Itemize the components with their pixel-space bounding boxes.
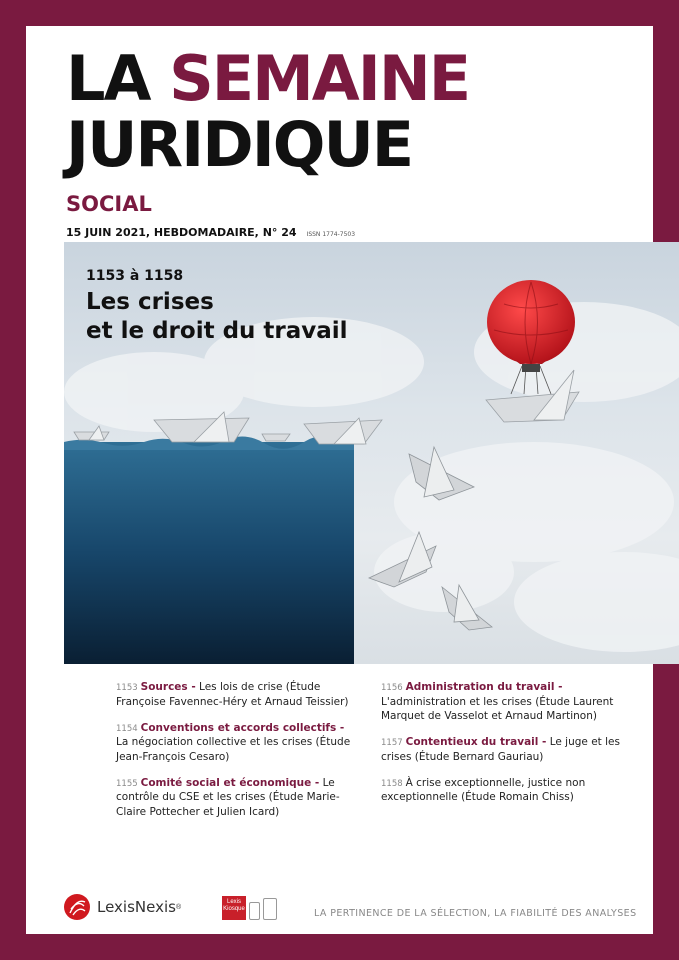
phone-icon	[249, 902, 260, 920]
item-number: 1154	[116, 723, 138, 734]
cover-headline-line-1: Les crises	[86, 289, 214, 315]
sea	[64, 442, 354, 664]
kiosque-line-1: Lexis	[226, 899, 241, 905]
registered-mark: ®	[175, 903, 182, 911]
summary-item[interactable]	[116, 776, 352, 819]
item-text: La négociation collective et les crises (Étude Jean-François Cesaro)	[116, 736, 351, 763]
summary-right-column	[381, 680, 621, 817]
item-heading: Administration du travail -	[405, 681, 563, 693]
item-text: Le contrôle du CSE et les crises (Étude Marie-Claire Pottecher et Julien Icard)	[116, 776, 340, 818]
publisher-name: LexisNexis	[97, 898, 176, 916]
summary-item[interactable]	[116, 721, 352, 764]
kiosque-badge	[222, 896, 246, 920]
cover-article-numbers: 1153 à 1158	[86, 268, 184, 284]
masthead-line-1	[66, 42, 470, 115]
summary-item[interactable]	[381, 735, 621, 764]
issn: ISSN 1774-7503	[306, 231, 356, 238]
item-heading: Sources -	[140, 681, 196, 693]
item-number: 1156	[381, 683, 403, 693]
summary-item[interactable]	[116, 680, 352, 709]
tagline: LA PERTINENCE DE LA SÉLECTION, LA FIABILITÉ DES ANALYSES	[314, 908, 637, 919]
item-heading: Comité social et économique -	[140, 776, 320, 789]
item-text: Les lois de crise (Étude Françoise Favennec-Héry et Arnaud Teissier)	[116, 681, 349, 708]
item-heading: Conventions et accords collectifs -	[140, 721, 345, 734]
cover-headline-line-2: et le droit du travail	[86, 317, 348, 344]
cover-illustration	[64, 242, 679, 664]
summary-item[interactable]	[381, 776, 621, 805]
summary-left-column	[116, 680, 352, 831]
lexisnexis-icon	[64, 894, 90, 920]
masthead-semaine: SEMAINE	[169, 42, 470, 115]
kiosque-line-2: Kiosque	[223, 905, 245, 912]
item-text: À crise exceptionnelle, justice non exceptionnelle (Étude Romain Chiss)	[381, 776, 586, 804]
masthead-la: LA	[66, 42, 170, 115]
summary-item[interactable]	[381, 680, 621, 723]
lexis-kiosque-logo[interactable]	[222, 896, 277, 920]
tablet-icon	[263, 898, 277, 920]
lexisnexis-logo[interactable]	[64, 894, 181, 920]
masthead-line-2: JURIDIQUE	[66, 108, 413, 181]
item-number: 1158	[381, 778, 403, 789]
issue-info	[66, 226, 355, 239]
footer	[0, 870, 679, 930]
item-text: L'administration et les crises (Étude Laurent Marquet de Vasselot et Arnaud Martinon)	[381, 695, 614, 722]
item-text: Le juge et les crises (Étude Bernard Gauriau)	[381, 736, 620, 763]
issue-date: 15 JUIN 2021, HEBDOMADAIRE, N° 24	[66, 226, 297, 239]
item-number: 1155	[116, 778, 138, 789]
item-number: 1157	[381, 738, 403, 749]
cover-headline	[86, 288, 348, 346]
rubric-label: SOCIAL	[66, 192, 152, 216]
item-heading: Contentieux du travail -	[405, 736, 547, 749]
item-number: 1153	[116, 683, 138, 693]
